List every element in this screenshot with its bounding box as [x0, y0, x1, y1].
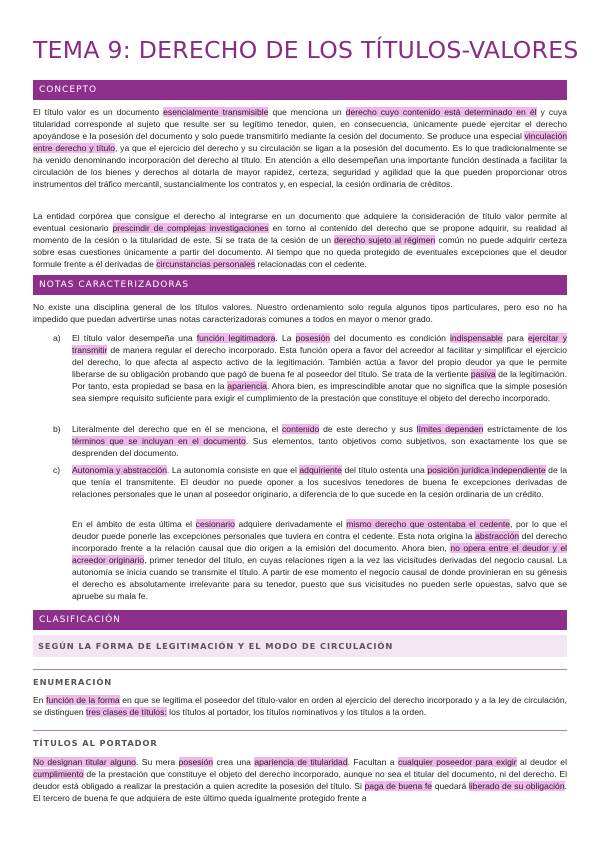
heading-titulos-portador: TÍTULOS AL PORTADOR: [33, 738, 158, 748]
notas-intro-paragraph: [33, 301, 567, 325]
highlighted-text: prescindir de complejas investigaciones: [112, 223, 269, 233]
highlighted-text: apariencia de titularidad: [254, 757, 348, 767]
list-item-label: a): [53, 333, 61, 343]
highlighted-text: posición jurídica independiente: [427, 465, 546, 475]
enumeracion-paragraph: [33, 694, 567, 718]
text-run: estrictamente de los: [483, 424, 568, 434]
text-run: y cuya titularidad corresponde al sujeto que resulte ser su legítimo tenedor, quien, en consecuencia, únicamente puede ejercitar el derecho apoyándose e la posesión del documento y solo puede transmitirlo mediante la cesión del documento. Se produce una especial: [33, 107, 567, 141]
highlighted-text: cesionario: [195, 519, 235, 529]
page-title: TEMA 9: DERECHO DE LOS TÍTULOS-VALORES: [33, 36, 579, 64]
text-run: quedará: [432, 781, 469, 791]
divider: [33, 669, 567, 670]
highlighted-text: función de la forma: [46, 695, 120, 705]
text-run: en torno al contenido del derecho que se propone adquirir, su realidad al momento de la cesión o la titularidad de este. Si se trata de la cesión de un: [33, 223, 568, 245]
text-run: relacionadas con el cedente.: [255, 259, 367, 269]
text-run: del documento es condición: [330, 333, 451, 343]
subsection-header: SEGÚN LA FORMA DE LEGITIMACIÓN Y EL MODO DE CIRCULACIÓN: [33, 635, 567, 657]
list-item-text: [72, 518, 567, 602]
highlighted-text: función legitimadora: [196, 333, 276, 343]
text-run: . Facultan a: [347, 757, 398, 767]
text-run: común no puede adquirir certeza sobre esas cuestiones únicamente a partir del documento. Al tiempo que no queda protegido de eventuales excepciones que el deudor formule frente a él derivadas de: [33, 235, 568, 269]
section-header-concepto: CONCEPTO: [33, 80, 567, 100]
section-header-notas: NOTAS CARACTERIZADORAS: [33, 275, 567, 295]
text-run: de manera regular el derecho incorporado. Esta función opera a favor del acreedor al facilitar y simplificar el ejercicio del derecho, lo que afecta al aspecto activo de la legitimación. También actúa a favor del propio deudor ya que le permite liberarse de su obligación probando que pagó de buena fe al poseedor del título. Se trata de la vertiente: [72, 345, 567, 379]
highlighted-text: apariencia: [227, 381, 267, 391]
text-run: crea una: [213, 757, 255, 767]
text-run: , primer tenedor del título, en cuyas relaciones rigen a la vez las vicisitudes derivadas del negocio causal. La autonomía se inicia cuando se transmite el título. A partir de ese momento el negocio causal de donde provinieran en su génesis el derecho es absolutamente irrelevante para su tenedor, puesto que sus vicisitudes no pueden serle opuestas, salvo que se apruebe su mala fe.: [72, 555, 567, 601]
text-run: en que se legitima el poseedor del título-valor en orden al ejercicio del derecho incorporado y a la ley de circulación, se distinguen: [33, 695, 567, 717]
text-run: . Su mera: [135, 757, 179, 767]
text-run: En el ámbito de esta última el: [72, 519, 196, 529]
text-run: . Ahora bien, es imprescindible anotar que no significa que la simple posesión sea siempre requisito suficiente para exigir el cumplimiento de la prestación que constituye el objeto del derecho incorporado.: [72, 381, 567, 403]
highlighted-text: no opera entre el deudor y el acreedor originario: [72, 543, 568, 565]
highlighted-text: vinculación entre derecho y título: [33, 131, 567, 153]
highlighted-text: paga de buena fe: [364, 781, 433, 791]
highlighted-text: derecho cuyo contenido está determinado en él: [345, 107, 537, 117]
list-item-text: [72, 464, 567, 500]
highlighted-text: mismo derecho que ostentaba el cedente: [346, 519, 511, 529]
text-run: que menciona un: [268, 107, 346, 117]
text-run: El título valor desempeña una: [72, 333, 197, 343]
highlighted-text: límites dependen: [416, 424, 484, 434]
text-run: del derecho incorporado frente a la relación causal que dio origen a la emisión del documento. Ahora bien,: [72, 531, 567, 553]
text-run: . La autonomía consiste en que el: [166, 465, 300, 475]
list-item-text: [72, 332, 567, 404]
highlighted-text: indispensable: [450, 333, 503, 343]
text-run: . El tercero de buena fe que adquiera de este último queda igualmente protegido frente a: [33, 781, 567, 803]
section-header-clasificacion: CLASIFICACIÓN: [33, 610, 567, 630]
highlighted-text: esencialmente transmisible: [163, 107, 269, 117]
concepto-paragraph-1: [33, 106, 567, 190]
highlighted-text: Autonomía y abstracción: [72, 465, 167, 475]
highlighted-text: cumplimiento: [33, 769, 84, 779]
text-run: de este derecho y sus: [319, 424, 417, 434]
list-item-label: b): [53, 424, 61, 434]
text-run: El título valor es un documento: [33, 107, 164, 117]
text-run: adquiere derivadamente el: [234, 519, 347, 529]
list-item-label: c): [53, 465, 61, 475]
highlighted-text: liberado de su obligación: [468, 781, 565, 791]
highlighted-text: términos que se incluyan en el documento: [72, 436, 246, 446]
text-run: La entidad corpórea que consigue el derecho al integrarse en un documento que adquiere la consideración de título valor permite al eventual cesionario: [33, 211, 567, 233]
highlighted-text: No designan titular alguno: [33, 757, 136, 767]
highlighted-text: pasiva: [470, 369, 496, 379]
highlighted-text: abstracción: [475, 531, 520, 541]
text-run: No existe una disciplina general de los títulos valores. Nuestro ordenamiento solo regula algunos tipos particulares, pero eso no ha impedido que puedan advertirse unas notas caracterizadoras comunes a todos en mayor o menor grado.: [33, 302, 567, 324]
portador-paragraph: [33, 756, 567, 804]
text-run: . La: [275, 333, 296, 343]
highlighted-text: posesión: [295, 333, 331, 343]
text-run: . Sus elementos, tanto objetivos como subjetivos, son exactamente los que se desprenden del documento.: [72, 436, 567, 458]
divider: [33, 730, 567, 731]
text-run: de la prestación que constituye el objeto del derecho incorporado, aunque no sea el titular del documento, ni del derecho. El deudor está obligado a realizar la prestación a quien acredite la posesión del título. Si: [33, 769, 567, 791]
text-run: para: [502, 333, 529, 343]
text-run: al deudor el: [516, 757, 567, 767]
highlighted-text: posesión: [178, 757, 214, 767]
text-run: En: [33, 695, 47, 705]
text-run: , por lo que el deudor puede ponerle las excepciones personales que tuviera en contra el cedente. Esta nota origina la: [72, 519, 567, 541]
text-run: Literalmente del derecho que en él se menciona, el: [72, 424, 282, 434]
text-run: del título ostenta una: [341, 465, 428, 475]
highlighted-text: contenido: [282, 424, 320, 434]
highlighted-text: tres clases de títulos:: [86, 707, 167, 717]
heading-enumeracion: ENUMERACIÓN: [33, 677, 113, 687]
text-run: los títulos al portador, los títulos nominativos y los títulos a la orden.: [166, 707, 427, 717]
text-run: , ya que el ejercicio del derecho y su circulación se ligan a la posesión del documento. Es lo que tradicionalmente se ha venido denominando incorporación del derecho al título. En atención a ello desempeñan una importante función destinada a facilitar la circulación de los bienes y derechos al dotarla de mayor rapidez, certeza, seguridad y agilidad que la que pueden proporcionar otros instrumentos del tráfico mercantil, sustancialmente los contratos y, en especial, la cesión ordinaria de créditos.: [33, 143, 568, 189]
list-item-text: [72, 423, 567, 459]
highlighted-text: ejercitar y transmitir: [72, 333, 568, 355]
highlighted-text: cualquier poseedor para exigir: [397, 757, 517, 767]
highlighted-text: adquiriente: [299, 465, 342, 475]
concepto-paragraph-2: [33, 210, 567, 270]
text-run: de la legitimación. Por tanto, esta propiedad se basa en la: [72, 369, 567, 391]
highlighted-text: derecho sujeto al régimen: [334, 235, 436, 245]
highlighted-text: circunstancias personales: [156, 259, 256, 269]
text-run: de la que tenía el transmitente. El deudor no puede oponer a los sucesivos tenedores de buena fe excepciones derivadas de relaciones personales que le unan al poseedor originario, a diferencia de lo que sucede en la cesión ordinaria de un crédito.: [72, 465, 567, 499]
